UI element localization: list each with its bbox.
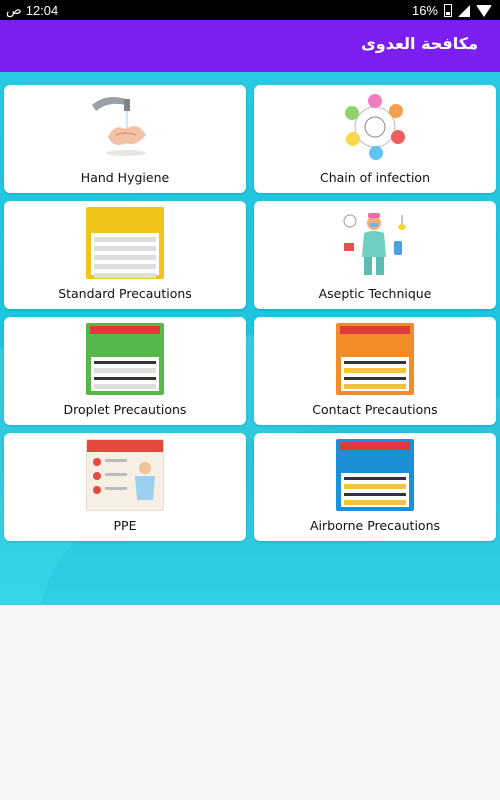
card-label: Standard Precautions: [58, 286, 192, 301]
card-label: Aseptic Technique: [318, 286, 432, 301]
chain-of-infection-diagram-icon: [336, 91, 414, 163]
card-airborne-precautions[interactable]: [254, 433, 496, 541]
card-chain-of-infection[interactable]: [254, 85, 496, 193]
nurse-illustration-icon: [336, 207, 414, 279]
card-hand-hygiene[interactable]: [4, 85, 246, 193]
app-bar: [0, 20, 500, 72]
hand-washing-icon: [86, 91, 164, 163]
ppe-steps-icon: [87, 452, 164, 511]
card-droplet-precautions[interactable]: [4, 317, 246, 425]
clock: 12:04: [25, 2, 59, 18]
status-left: [6, 2, 58, 18]
signal-icon: [458, 5, 470, 17]
status-bar: [0, 0, 500, 20]
battery-percent: 16%: [411, 3, 438, 18]
status-right: [412, 3, 492, 18]
ppe-poster-icon: [86, 439, 164, 511]
card-label: Hand Hygiene: [80, 170, 170, 185]
airborne-precautions-poster-icon: [336, 439, 414, 511]
contact-precautions-poster-icon: [336, 323, 414, 395]
card-label: PPE: [113, 518, 137, 533]
battery-icon: [444, 4, 452, 17]
wifi-icon: [476, 5, 492, 17]
card-aseptic-technique[interactable]: [254, 201, 496, 309]
card-label: Chain of infection: [319, 170, 430, 185]
empty-area: [0, 605, 500, 800]
ampm-label: ص: [6, 2, 22, 17]
main-content: [0, 72, 500, 605]
app-title: مكافحة العدوى: [361, 34, 478, 53]
standard-precautions-poster-icon: [86, 207, 164, 279]
card-standard-precautions[interactable]: [4, 201, 246, 309]
card-label: Droplet Precautions: [63, 402, 187, 417]
card-contact-precautions[interactable]: [254, 317, 496, 425]
droplet-precautions-poster-icon: [86, 323, 164, 395]
card-label: Airborne Precautions: [309, 518, 441, 533]
card-label: Contact Precautions: [312, 402, 438, 417]
topics-grid: [4, 85, 496, 541]
card-ppe[interactable]: [4, 433, 246, 541]
